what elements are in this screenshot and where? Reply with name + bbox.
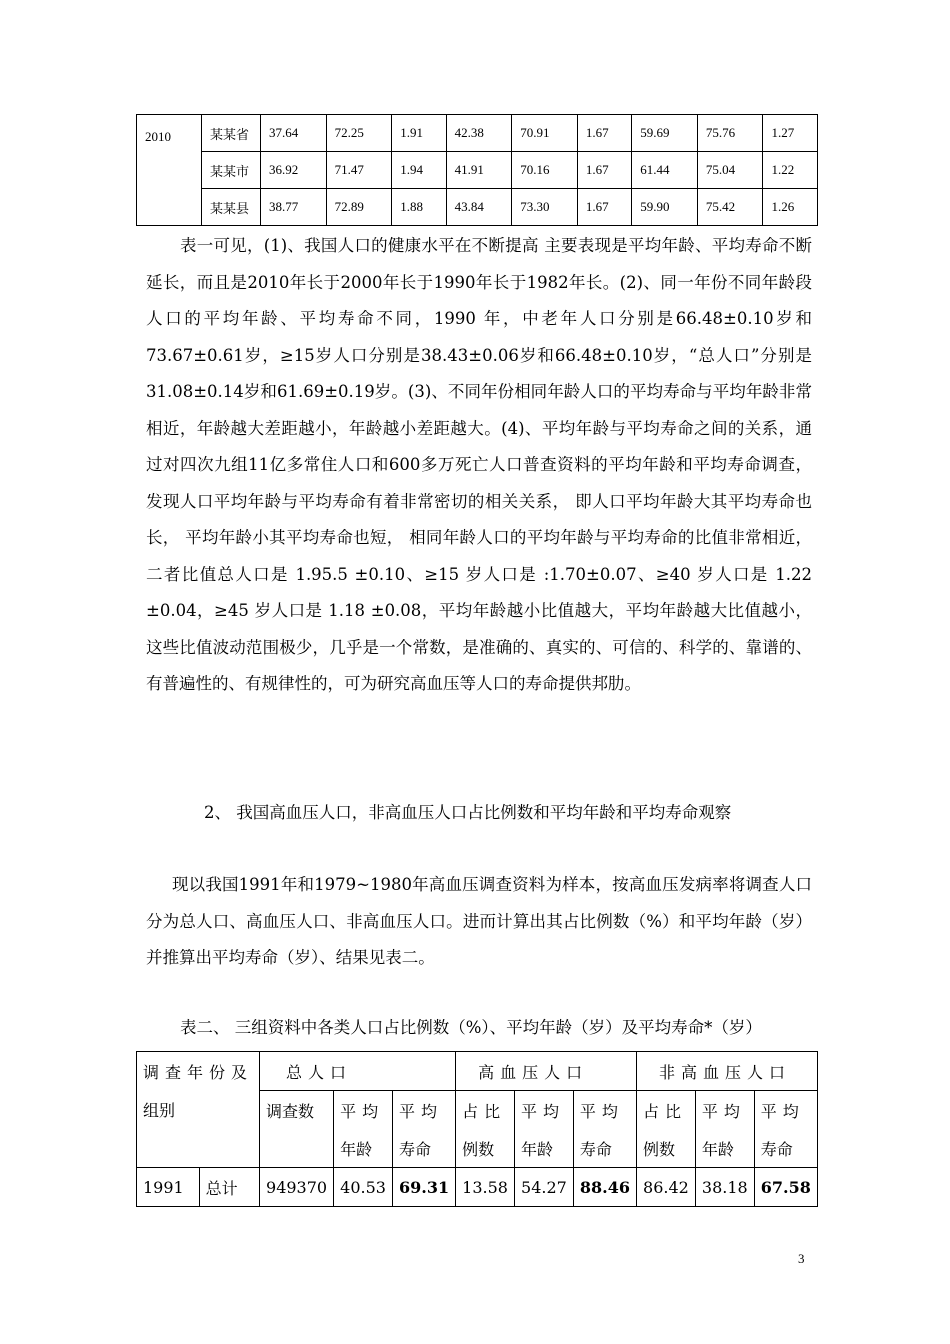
section-2-heading-block <box>146 795 812 832</box>
table-row <box>137 1091 818 1130</box>
table-row <box>137 189 818 226</box>
table2-header-survey: 调查数 <box>260 1091 334 1130</box>
table-2-caption-block <box>146 1010 812 1047</box>
table2-group: 总计 <box>199 1168 259 1207</box>
body-paragraph-1-block <box>146 228 812 703</box>
table2-cell: 949370 <box>260 1168 334 1207</box>
table2-header-life: 平均 <box>754 1091 817 1130</box>
table2-cell: 86.42 <box>637 1168 696 1207</box>
table2-header-ratio-2: 例数 <box>456 1129 515 1168</box>
table1-region: 某某省 <box>202 115 261 152</box>
table2-header-non-hypertension: 非高血压人口 <box>637 1052 818 1091</box>
table1-cell: 41.91 <box>446 152 512 189</box>
table2-header-avg-age-2: 年龄 <box>695 1129 754 1168</box>
table-2 <box>136 1051 818 1207</box>
table1-cell: 36.92 <box>261 152 327 189</box>
table2-header-life-2: 寿命 <box>393 1129 456 1168</box>
table1-cell: 61.44 <box>632 152 698 189</box>
table2-header-life: 平均 <box>393 1091 456 1130</box>
table2-cell: 67.58 <box>754 1168 817 1207</box>
table2-header-ratio-2: 例数 <box>637 1129 696 1168</box>
table1-cell: 75.76 <box>697 115 763 152</box>
table1-cell: 73.30 <box>512 189 578 226</box>
table2-cell: 40.53 <box>334 1168 393 1207</box>
table1-cell: 1.67 <box>577 189 631 226</box>
table1-cell: 75.42 <box>697 189 763 226</box>
table1-cell: 1.27 <box>763 115 818 152</box>
table2-header-group-3 <box>137 1129 260 1168</box>
table2-header-life: 平均 <box>573 1091 636 1130</box>
table-row <box>137 1129 818 1168</box>
table1-cell: 72.89 <box>326 189 392 226</box>
table2-header-avg-age-2: 年龄 <box>334 1129 393 1168</box>
table1-cell: 38.77 <box>261 189 327 226</box>
table2-cell: 88.46 <box>573 1168 636 1207</box>
table-1-fragment <box>136 114 818 226</box>
table1-cell: 1.22 <box>763 152 818 189</box>
table2-header-avg-age: 平均 <box>695 1091 754 1130</box>
table1-cell: 1.94 <box>392 152 446 189</box>
section-2-heading: 2、 我国高血压人口，非高血压人口占比例数和平均年龄和平均寿命观察 <box>204 803 732 822</box>
table1-cell: 72.25 <box>326 115 392 152</box>
table2-header-ratio: 占比 <box>637 1091 696 1130</box>
table1-cell: 70.16 <box>512 152 578 189</box>
table2-header-life-2: 寿命 <box>754 1129 817 1168</box>
table1-cell: 42.38 <box>446 115 512 152</box>
table2-header-survey-2 <box>260 1129 334 1168</box>
page-number: 3 <box>798 1251 805 1266</box>
table2-header-avg-age-2: 年龄 <box>515 1129 574 1168</box>
table-row <box>137 152 818 189</box>
table2-header-ratio: 占比 <box>456 1091 515 1130</box>
table2-header-avg-age: 平均 <box>515 1091 574 1130</box>
table1-year-cell: 2010 <box>137 115 202 226</box>
table1-cell: 70.91 <box>512 115 578 152</box>
table1-cell: 59.69 <box>632 115 698 152</box>
table1-region: 某某市 <box>202 152 261 189</box>
table1-cell: 59.90 <box>632 189 698 226</box>
table-row <box>137 1168 818 1207</box>
table2-header-group-2: 组别 <box>137 1091 260 1130</box>
table-2-caption: 表二、 三组资料中各类人口占比例数（%）、平均年龄（岁）及平均寿命*（岁） <box>180 1018 762 1037</box>
body-paragraph-2: 现以我国1991年和1979~1980年高血压调查资料为样本，按高血压发病率将调查人口分为总人口、高血压人口、非高血压人口。进而计算出其占比例数（%）和平均年龄（岁）并推算出平均寿命（岁）、结果见表二。 <box>146 875 812 967</box>
table2-year: 1991 <box>137 1168 200 1207</box>
table2-header-avg-age: 平均 <box>334 1091 393 1130</box>
table1-cell: 37.64 <box>261 115 327 152</box>
table2-header-hypertension: 高血压人口 <box>456 1052 637 1091</box>
body-paragraph-2-block <box>146 867 812 977</box>
table1-region: 某某县 <box>202 189 261 226</box>
body-paragraph-1: 表一可见，(1)、我国人口的健康水平在不断提高 主要表现是平均年龄、平均寿命不断延长，而且是2010年长于2000年长于1990年长于1982年长。(2)、同一年份不同年龄段人口的平均年龄、平均寿命不同，1990 年，中老年人口分别是66.48±0.10岁和73.67±0.61岁，≥15岁人口分别是38.43±0.06岁和66.48±0.10岁，“总人口”分别是31.08±0.14岁和61.69±0.19岁。(3)、不同年份相同年龄人口的平均寿命与平均年龄非常相近，年龄越大差距越小，年龄越小差距越大。(4)、平均年龄与平均寿命之间的关系，通过对四次九组11亿多常住人口和600多万死亡人口普查资料的平均年龄和平均寿命调查， 发现人口平均年龄与平均寿命有着非常密切的相关关系， 即人口平均年龄大其平均寿命也长， 平均年龄小其平均寿命也短， 相同年龄人口的平均年龄与平均寿命的比值非常相近， 二者比值总人口是 1.95.5 ±0.10、≥15 岁人口是 :1.70±0.07、≥40 岁人口是 1.22 ±0.04，≥45 岁人口是 1.18 ±0.08，平均年龄越小比值越大，平均年龄越大比值越小，这些比值波动范围极少，几乎是一个常数，是准确的、真实的、可信的、科学的、靠谱的、有普遍性的、有规律性的，可为研究高血压等人口的寿命提供邦肋。 <box>146 236 812 693</box>
table2-cell: 38.18 <box>695 1168 754 1207</box>
table-row <box>137 1052 818 1091</box>
table1-cell: 75.04 <box>697 152 763 189</box>
table2-header-group: 调查年份及 <box>137 1052 260 1091</box>
table1-cell: 1.67 <box>577 152 631 189</box>
table2-cell: 54.27 <box>515 1168 574 1207</box>
table2-cell: 13.58 <box>456 1168 515 1207</box>
table1-cell: 1.91 <box>392 115 446 152</box>
table1-cell: 1.88 <box>392 189 446 226</box>
table2-header-total: 总人口 <box>260 1052 456 1091</box>
table1-cell: 43.84 <box>446 189 512 226</box>
table-row <box>137 115 818 152</box>
table1-cell: 71.47 <box>326 152 392 189</box>
table1-cell: 1.67 <box>577 115 631 152</box>
table2-cell: 69.31 <box>393 1168 456 1207</box>
table1-cell: 1.26 <box>763 189 818 226</box>
table2-header-life-2: 寿命 <box>573 1129 636 1168</box>
